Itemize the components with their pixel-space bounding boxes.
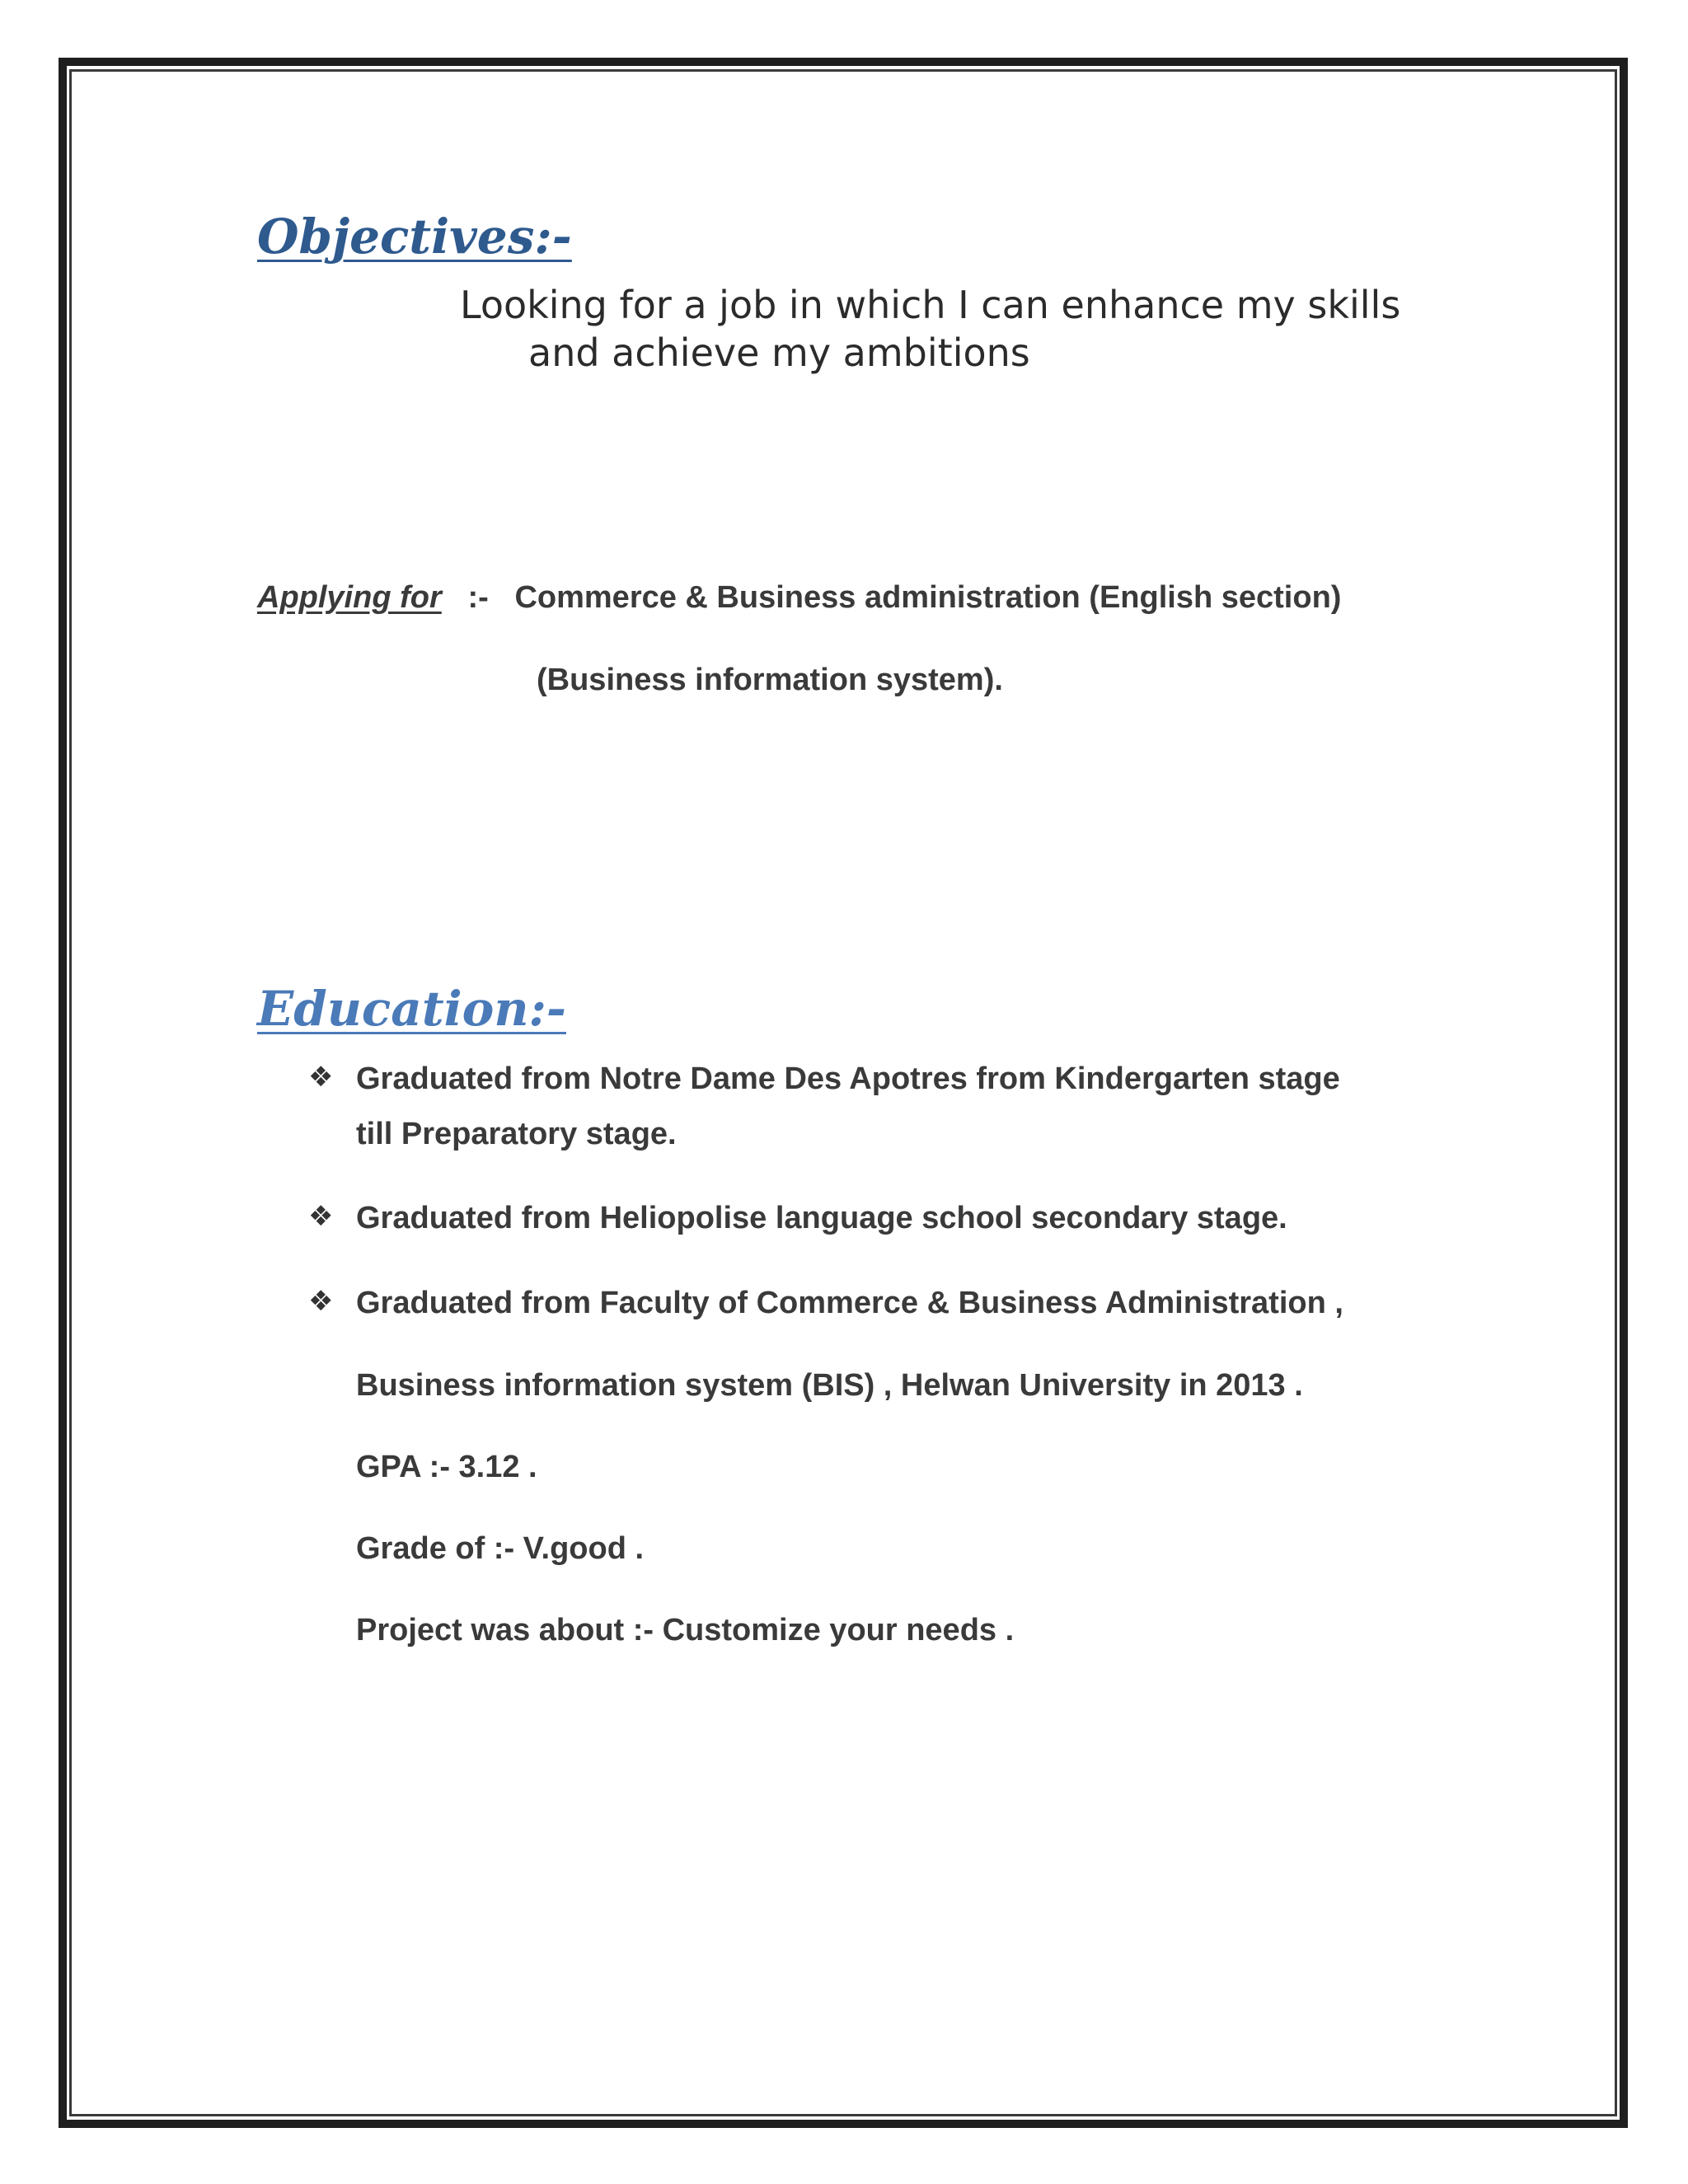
- education-gpa: GPA :- 3.12 .: [356, 1450, 537, 1484]
- education-item-1-line-1: Graduated from Notre Dame Des Apotres from Kindergarten stage: [356, 1062, 1340, 1096]
- education-heading: Education:-: [257, 981, 566, 1037]
- education-item-3-line-1: Graduated from Faculty of Commerce & Business Administration ,: [356, 1286, 1343, 1320]
- applying-for-separator: :-: [467, 580, 489, 615]
- diamond-bullet-icon: ❖: [308, 1285, 334, 1318]
- applying-for-row: [257, 582, 1341, 613]
- education-project: Project was about :- Customize your needs .: [356, 1613, 1015, 1647]
- applying-for-label: Applying for: [257, 580, 442, 615]
- applying-for-value-line-2: (Business information system).: [537, 663, 1003, 697]
- objective-text-line-2: and achieve my ambitions: [528, 330, 1030, 375]
- diamond-bullet-icon: ❖: [308, 1061, 334, 1094]
- applying-for-value-line-1: Commerce & Business administration (English section): [514, 580, 1342, 615]
- diamond-bullet-icon: ❖: [308, 1200, 334, 1233]
- education-item-3-line-2: Business information system (BIS) , Helwan University in 2013 .: [356, 1368, 1303, 1403]
- education-item-2-line-1: Graduated from Heliopolise language school secondary stage.: [356, 1201, 1287, 1235]
- objective-text-line-1: Looking for a job in which I can enhance my skills: [460, 283, 1401, 327]
- objectives-heading: Objectives:-: [257, 209, 572, 265]
- education-item-1-line-2: till Preparatory stage.: [356, 1117, 677, 1151]
- education-grade: Grade of :- V.good .: [356, 1531, 645, 1566]
